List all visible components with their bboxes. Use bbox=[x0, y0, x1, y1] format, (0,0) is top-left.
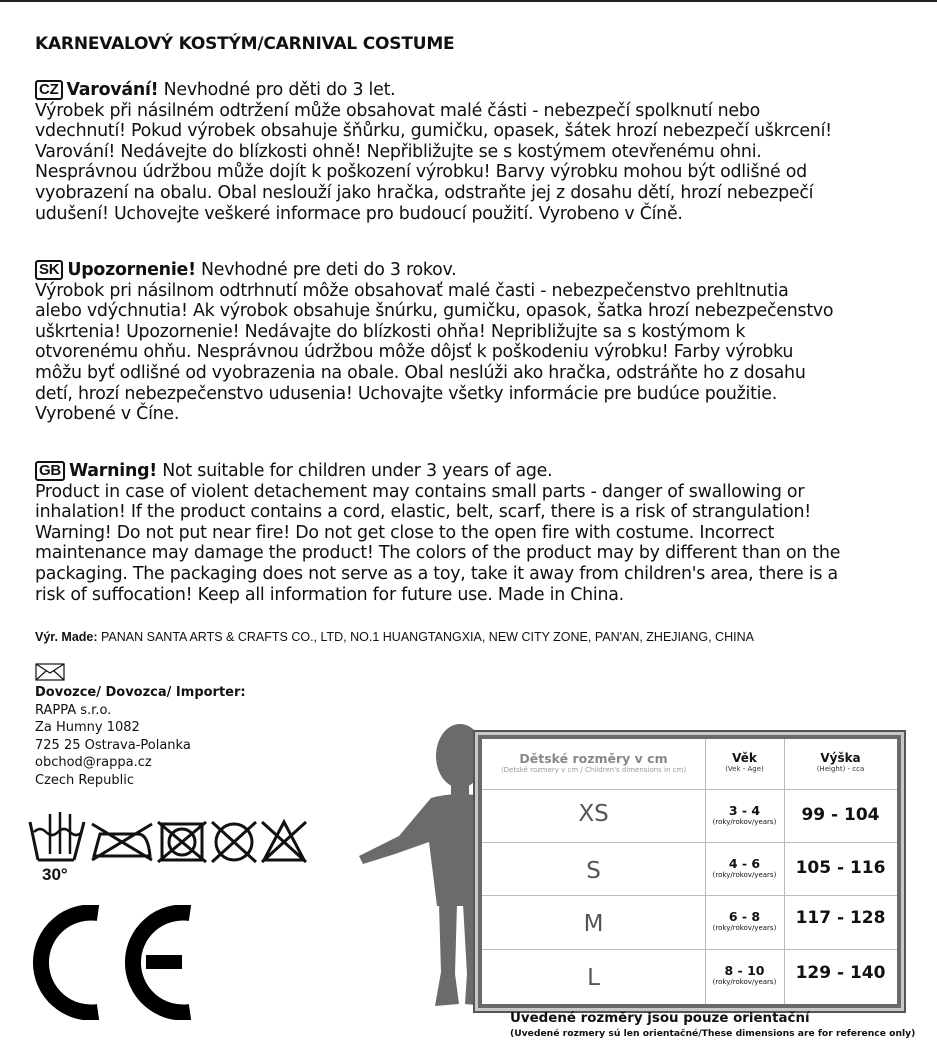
no-iron-icon bbox=[92, 824, 152, 860]
warning-text-line: vdechnutí! Pokud výrobek obsahuje šňůrku, gumičku, opasek, šátek hrozí nebezpečí uškrcení! bbox=[35, 121, 832, 142]
ce-mark bbox=[20, 905, 210, 1024]
warning-text-line: risk of suffocation! Keep all information for future use. Made in China. bbox=[35, 584, 624, 605]
manufacturer-text: PANAN SANTA ARTS & CRAFTS CO., LTD, NO.1 HUANGTANGXIA, NEW CITY ZONE, PAN'AN, ZHEJIANG, CHINA bbox=[97, 630, 754, 644]
warning-heading-line bbox=[35, 80, 925, 101]
importer-line: Czech Republic bbox=[35, 772, 134, 788]
warning-section-gb bbox=[35, 461, 925, 605]
col-header-height: Výška bbox=[820, 751, 861, 765]
warning-heading: Upozornenie! bbox=[67, 260, 196, 280]
warning-heading-line bbox=[35, 461, 925, 482]
warning-text-line: packaging. The packaging does not serve as a toy, take it away from children's area, there is a bbox=[35, 563, 838, 584]
warning-section-cz bbox=[35, 80, 925, 224]
warning-text-line: otvorenému ohňu. Nesprávnou údržbou môže dôjsť k poškodeniu výrobku! Farby výrobku bbox=[35, 342, 794, 363]
size-label: S bbox=[586, 858, 601, 884]
warning-text-line: Výrobek při násilném odtržení může obsahovat malé části - nebezpečí spolknutí nebo bbox=[35, 100, 761, 121]
age-unit: (roky/rokov/years) bbox=[712, 978, 777, 986]
warning-text-line: Vyrobené v Číne. bbox=[35, 404, 180, 425]
no-bleach-icon bbox=[262, 822, 306, 862]
size-row bbox=[482, 789, 897, 842]
height-range: 117 - 128 bbox=[795, 908, 886, 928]
importer-line: 725 25 Ostrava-Polanka bbox=[35, 737, 191, 753]
warning-text-line: Nesprávnou údržbou může dojít k poškození výrobku! Barvy výrobku mohou být odlišné od bbox=[35, 162, 807, 183]
age-unit: (roky/rokov/years) bbox=[712, 818, 777, 826]
age-unit: (roky/rokov/years) bbox=[712, 871, 777, 879]
warning-text-line: vyobrazení na obalu. Obal neslouží jako hračka, odstraňte jej z dosahu dětí, hrozí nebezpečí bbox=[35, 182, 814, 203]
importer-block bbox=[35, 684, 246, 790]
size-table bbox=[478, 735, 901, 1008]
no-tumble-dry-icon bbox=[158, 822, 206, 862]
size-label: L bbox=[587, 965, 600, 991]
no-dry-clean-icon bbox=[212, 822, 256, 862]
dimensions-note-translation: (Uvedené rozmery sú len orientačné/These dimensions are for reference only) bbox=[510, 1028, 916, 1039]
warning-text-line: uškrtenia! Upozornenie! Nedávajte do blízkosti ohňa! Nepribližujte sa s kostýmom k bbox=[35, 321, 746, 342]
warning-section-sk bbox=[35, 260, 925, 425]
warning-lead: Nevhodné pre deti do 3 rokov. bbox=[195, 260, 457, 280]
wash-30-icon bbox=[30, 812, 84, 860]
manufacturer-label: Výr. Made: bbox=[35, 630, 98, 644]
importer-line: Za Humny 1082 bbox=[35, 720, 140, 736]
dimensions-note: Uvedené rozměry jsou pouze orientační bbox=[510, 1011, 810, 1026]
warning-heading: Warning! bbox=[69, 461, 157, 481]
age-range: 3 - 4 bbox=[728, 803, 761, 818]
col-header-age: Věk bbox=[732, 751, 757, 765]
care-symbols bbox=[28, 808, 328, 892]
wash-temperature: 30° bbox=[42, 865, 68, 884]
col-header-dimensions: Dětské rozměry v cm bbox=[519, 751, 668, 766]
language-badge-gb: GB bbox=[35, 461, 65, 481]
warning-text-line: Varování! Nedávejte do blízkosti ohně! Nepřibližujte se s kostýmem otevřenému ohni. bbox=[35, 141, 762, 162]
size-row bbox=[482, 949, 897, 1004]
page-title: KARNEVALOVÝ KOSTÝM/CARNIVAL COSTUME bbox=[35, 34, 455, 54]
warning-text-line: detí, hrozí nebezpečenstvo udusenia! Uchovajte všetky informácie pre budúce použitie. bbox=[35, 383, 777, 404]
warning-lead: Nevhodné pro děti do 3 let. bbox=[158, 80, 396, 100]
manufacturer-line bbox=[35, 630, 754, 644]
warning-text-line: inhalation! If the product contains a cord, elastic, belt, scarf, there is a risk of strangulation! bbox=[35, 502, 811, 523]
size-row bbox=[482, 842, 897, 895]
height-range: 129 - 140 bbox=[795, 963, 886, 983]
warning-text-line: maintenance may damage the product! The colors of the product may by different than on the bbox=[35, 543, 841, 564]
importer-heading: Dovozce/ Dovozca/ Importer: bbox=[35, 685, 246, 700]
col-subheader-height: (Height) - cca bbox=[816, 765, 865, 773]
warning-heading: Varování! bbox=[66, 80, 159, 100]
size-label: M bbox=[583, 911, 604, 937]
warning-text-line: udušení! Uchovejte veškeré informace pro budoucí použití. Vyrobeno v Číně. bbox=[35, 203, 683, 224]
height-range: 99 - 104 bbox=[801, 805, 880, 825]
language-badge-cz: CZ bbox=[35, 80, 63, 100]
age-unit: (roky/rokov/years) bbox=[712, 924, 777, 932]
height-range: 105 - 116 bbox=[795, 858, 886, 878]
warning-text-line: môžu byť odlišné od vyobrazenia na obale. Obal neslúži ako hračka, odstráňte ho z dosahu bbox=[35, 362, 806, 383]
col-subheader-dimensions: (Detské rozmery v cm / Children's dimensions in cm) bbox=[500, 766, 687, 774]
age-range: 6 - 8 bbox=[728, 909, 761, 924]
age-range: 4 - 6 bbox=[728, 856, 761, 871]
col-subheader-age: (Vek - Age) bbox=[725, 765, 764, 773]
importer-email: obchod@rappa.cz bbox=[35, 755, 152, 771]
warning-lead: Not suitable for children under 3 years of age. bbox=[156, 461, 553, 481]
size-row bbox=[482, 895, 897, 949]
size-label: XS bbox=[578, 801, 609, 827]
warning-text-line: Výrobok pri násilnom odtrhnutí môže obsahovať malé časti - nebezpečenstvo prehltnutia bbox=[35, 280, 789, 301]
language-badge-sk: SK bbox=[35, 260, 63, 280]
top-border-line bbox=[0, 0, 937, 2]
age-range: 8 - 10 bbox=[724, 963, 765, 978]
warning-heading-line bbox=[35, 260, 925, 281]
warning-text-line: Product in case of violent detachement may contains small parts - danger of swallowing or bbox=[35, 481, 805, 502]
importer-line: RAPPA s.r.o. bbox=[35, 702, 112, 718]
warning-text-line: alebo vdýchnutia! Ak výrobok obsahuje šnúrku, gumičku, opasok, šatka hrozí nebezpečenstvo bbox=[35, 301, 834, 322]
warning-text-line: Warning! Do not put near fire! Do not get close to the open fire with costume. Incorrect bbox=[35, 522, 775, 543]
envelope-icon bbox=[35, 663, 65, 685]
